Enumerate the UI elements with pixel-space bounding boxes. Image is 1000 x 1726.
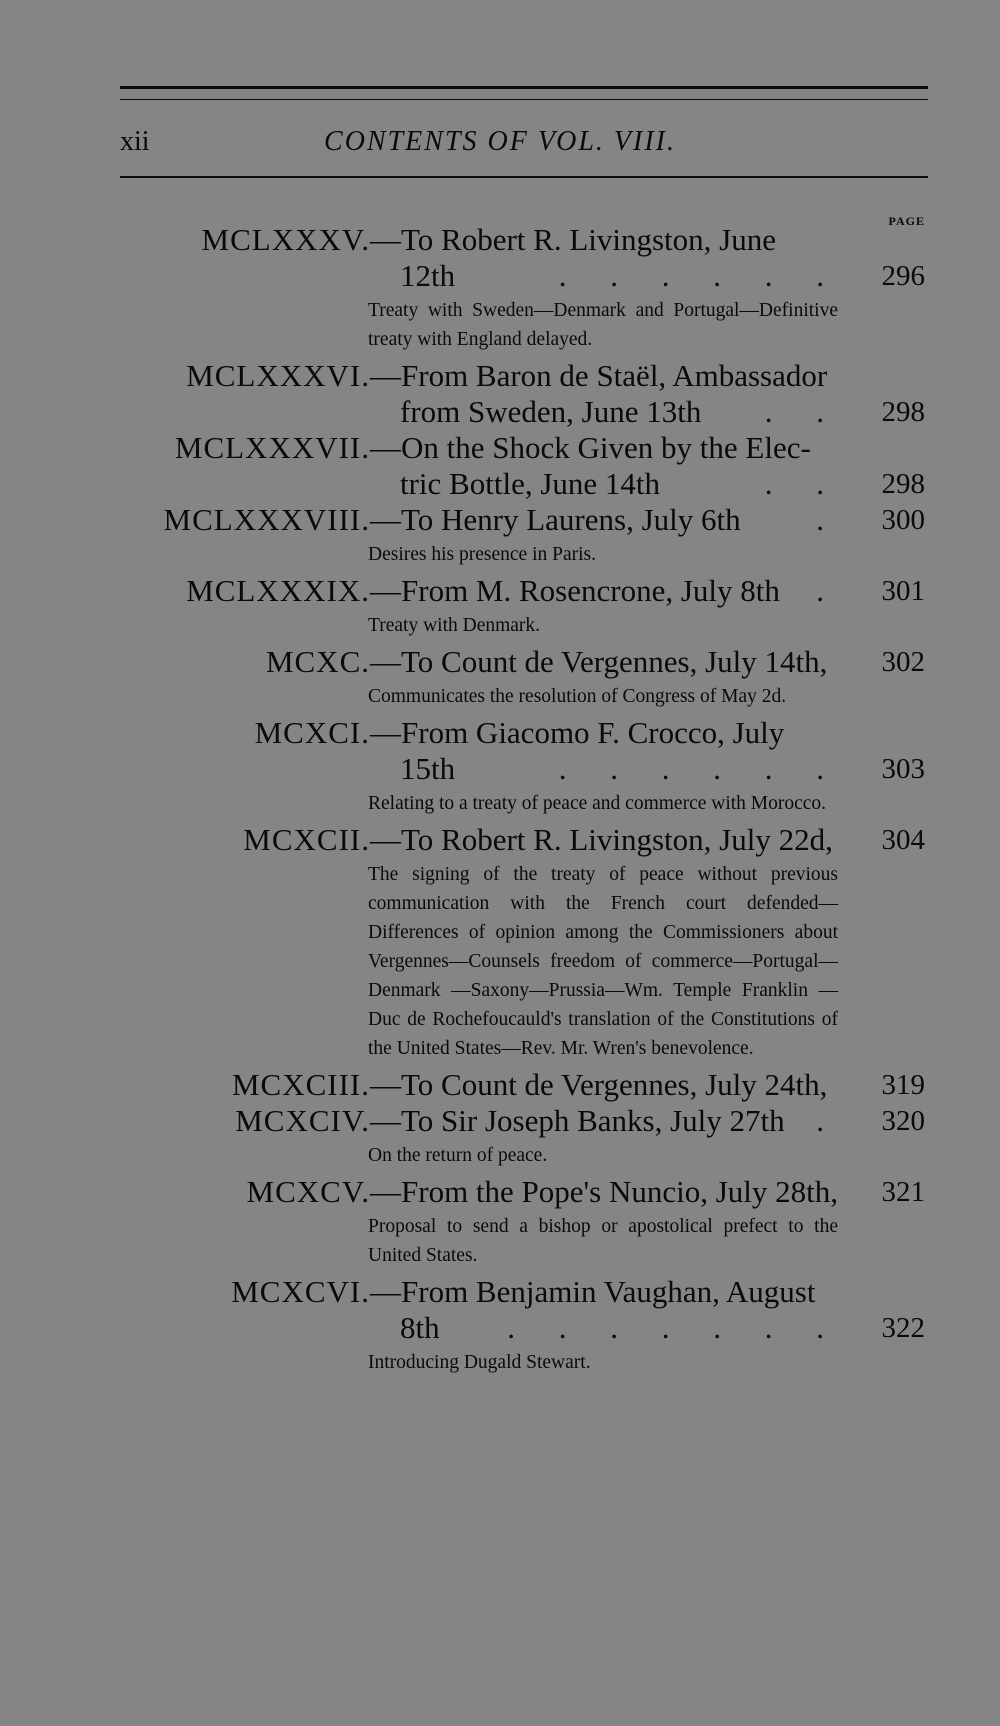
page-number: 303 [881,753,925,785]
toc-entry-line [0,644,1000,680]
letter-summary: Desires his presence in Paris. [368,544,596,565]
letter-numeral: MCXC. [265,644,370,679]
toc-entry [0,1174,1000,1270]
letter-numeral: MCXCIV. [235,1103,370,1138]
page-number: 321 [881,1176,925,1208]
toc-entry-line [0,573,1000,609]
toc-entry [0,502,1000,569]
letter-numeral: MCXCII. [243,822,370,857]
page-number: 302 [881,646,925,678]
letter-title: —From the Pope's Nuncio, July 28th, [370,1174,838,1209]
toc-entry [0,1103,1000,1170]
dot-leaders: . [816,1103,842,1138]
toc-entry-line [0,222,1000,258]
letter-summary: On the return of peace. [368,1145,548,1166]
letter-title-continued: 8th [400,1310,440,1345]
letter-summary: The signing of the treaty of peace without previous communication with the French court defended—Differences of opinion among the Commissioners about Vergennes—Counsels freedom of commerce—Portugal—Denmark —Saxony—Prussia—Wm. Temple Franklin —Duc de Rochefoucauld's translation of the Constitutions of the United States—Rev. Mr. Wren's benevolence. [368,864,838,1059]
toc-entry-line [0,358,1000,394]
letter-summary: Introducing Dugald Stewart. [368,1352,591,1373]
page-number: 320 [881,1105,925,1137]
letter-numeral: MCLXXXVI. [186,358,370,393]
letter-title-continued: 12th [400,258,456,293]
toc-entry-line [0,715,1000,751]
toc-entry-line [0,1067,1000,1103]
letter-numeral: MCLXXXV. [201,222,370,257]
dot-leaders: . . [764,394,842,429]
letter-summary: Treaty with Denmark. [368,615,541,636]
letter-numeral: MCXCIII. [231,1067,370,1102]
toc-entry-line [0,1274,1000,1310]
letter-title: —From M. Rosencrone, July 8th [370,573,780,608]
letter-title: —To Sir Joseph Banks, July 27th [370,1103,785,1138]
letter-title-continued: from Sweden, June 13th [400,394,702,429]
running-title: CONTENTS OF VOL. VIII. [324,126,676,157]
page-number: 322 [881,1312,925,1344]
letter-numeral: MCLXXXIX. [186,573,370,608]
letter-title: —To Robert R. Livingston, June [370,222,776,257]
page-number: 298 [881,468,925,500]
page-number: 319 [881,1069,925,1101]
toc-entry [0,222,1000,354]
header-rule [120,176,928,178]
letter-numeral: MCLXXXVIII. [163,502,370,537]
toc-entry [0,430,1000,502]
page-number: 301 [881,575,925,607]
letter-title: —From Baron de Staël, Ambassador [370,358,828,393]
toc-entry [0,1067,1000,1103]
dot-leaders: . . . . . . [558,258,842,293]
page-number: 298 [881,396,925,428]
toc-entry-line [0,502,1000,538]
toc-entry-line [0,466,1000,502]
letter-title: —To Henry Laurens, July 6th [370,502,741,537]
toc-entry-line [0,1310,1000,1346]
toc-entry [0,715,1000,818]
toc-entry-line [0,258,1000,294]
toc-entry [0,644,1000,711]
toc-entry-line [0,394,1000,430]
letter-title: —From Giacomo F. Crocco, July [370,715,785,750]
dot-leaders: . [816,502,842,537]
letter-title: —On the Shock Given by the Elec- [370,430,811,465]
letter-numeral: MCLXXXVII. [174,430,370,465]
dot-leaders: . . . . . . [558,751,842,786]
rule-thin [120,99,928,100]
letter-summary: Proposal to send a bishop or apostolical prefect to the United States. [368,1216,838,1266]
page-header [0,126,1000,166]
letter-numeral: MCXCVI. [231,1274,370,1309]
header-double-rule [120,86,928,96]
letter-title-continued: tric Bottle, June 14th [400,466,661,501]
page-column-label: PAGE [888,214,925,228]
letter-title: —To Robert R. Livingston, July 22d, [370,822,833,857]
page-number: 304 [881,824,925,856]
toc-entry-line [0,1103,1000,1139]
toc-entry-line [0,822,1000,858]
toc-entry [0,358,1000,430]
page-number: 296 [881,260,925,292]
letter-summary: Communicates the resolution of Congress of May 2d. [368,686,787,707]
toc-entry-line [0,751,1000,787]
letter-summary: Treaty with Sweden—Denmark and Portugal—Definitive treaty with England delayed. [368,300,838,350]
toc-entry-line [0,1174,1000,1210]
toc-entry [0,1274,1000,1377]
letter-title: —To Count de Vergennes, July 24th, [370,1067,828,1102]
letter-numeral: MCXCV. [246,1174,370,1209]
letter-title: —From Benjamin Vaughan, August [370,1274,816,1309]
letter-numeral: MCXCI. [254,715,370,750]
toc-entry [0,822,1000,1063]
dot-leaders: . . . . . . . [507,1310,842,1345]
letter-title: —To Count de Vergennes, July 14th, [370,644,828,679]
toc-entry-line [0,430,1000,466]
dot-leaders: . . [764,466,842,501]
dot-leaders: . [816,573,842,608]
rule-thick [120,86,928,89]
table-of-contents [0,222,1000,1381]
letter-summary: Relating to a treaty of peace and commerce with Morocco. [368,793,827,814]
page-number: 300 [881,504,925,536]
toc-entry [0,573,1000,640]
letter-title-continued: 15th [400,751,456,786]
page-folio: xii [120,126,150,157]
